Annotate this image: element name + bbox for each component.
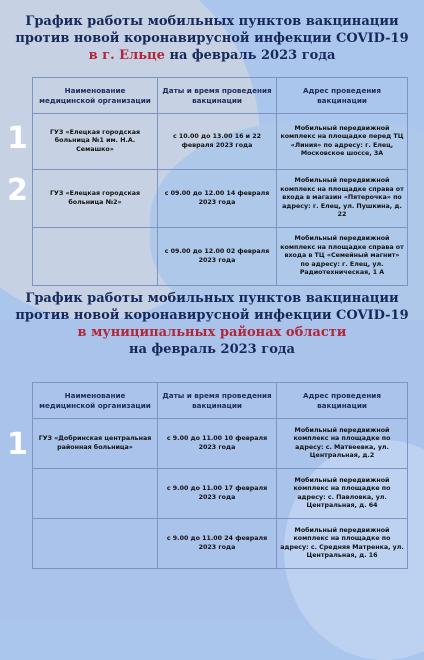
cell-dates: с 10.00 до 13.00 16 и 22 февраля 2023 года (158, 114, 277, 170)
section1-title-city: в г. Ельце (88, 48, 165, 63)
table-row (33, 228, 408, 286)
cell-organization: ГУЗ «Елецкая городская больница №2» (33, 170, 158, 228)
section1-title (10, 13, 414, 64)
schedule-table-elets (32, 77, 408, 286)
table-header-row (33, 78, 408, 114)
cell-dates: с 9.00 до 11.00 24 февраля 2023 года (158, 519, 277, 569)
section1-title-line1: График работы мобильных пунктов вакцинации (25, 14, 399, 29)
header-dates: Даты и время проведения вакцинации (158, 383, 277, 419)
section1-title-line2: против новой коронавирусной инфекции COVID-19 (15, 31, 409, 46)
header-dates: Даты и время проведения вакцинации (158, 78, 277, 114)
table-row (33, 114, 408, 170)
table-header-row (33, 383, 408, 419)
schedule-table-districts (32, 382, 408, 569)
table-row (33, 419, 408, 469)
header-organization: Наименование медицинской организации (33, 78, 158, 114)
cell-dates: с 09.00 до 12.00 14 февраля 2023 года (158, 170, 277, 228)
cell-address: Мобильный передвижной комплекс на площадке перед ТЦ «Линия» по адресу: г. Елец, Московское шоссе, 3А (277, 114, 408, 170)
row-number: 1 (7, 121, 28, 156)
header-address: Адрес проведения вакцинации (277, 383, 408, 419)
cell-organization (33, 228, 158, 286)
cell-organization (33, 519, 158, 569)
header-organization: Наименование медицинской организации (33, 383, 158, 419)
cell-organization: ГУЗ «Елецкая городская больница №1 им. Н.А. Семашко» (33, 114, 158, 170)
cell-dates: с 9.00 до 11.00 17 февраля 2023 года (158, 469, 277, 519)
row-number: 2 (7, 173, 28, 208)
section1-title-period: на февраль 2023 года (164, 48, 336, 63)
section2-title (10, 290, 414, 358)
cell-dates: с 9.00 до 11.00 10 февраля 2023 года (158, 419, 277, 469)
table-row (33, 469, 408, 519)
cell-organization: ГУЗ «Добринская центральная районная больница» (33, 419, 158, 469)
cell-address: Мобильный передвижной комплекс на площадке по адресу: с. Павловка, ул. Центральная, д. 64 (277, 469, 408, 519)
section1-title-line3 (10, 47, 414, 64)
cell-address: Мобильный передвижной комплекс на площадке по адресу: с. Средняя Матренка, ул. Центральная, д. 16 (277, 519, 408, 569)
cell-dates: с 09.00 до 12.00 02 февраля 2023 года (158, 228, 277, 286)
section2-title-line1: График работы мобильных пунктов вакцинации (25, 291, 399, 306)
header-address: Адрес проведения вакцинации (277, 78, 408, 114)
table-row (33, 170, 408, 228)
section2-title-line2: против новой коронавирусной инфекции COVID-19 (15, 308, 409, 323)
row-number: 1 (7, 427, 28, 462)
table-row (33, 519, 408, 569)
section2-title-period: на февраль 2023 года (129, 342, 295, 357)
section2-title-region: в муниципальных районах области (77, 325, 347, 340)
cell-address: Мобильный передвижной комплекс на площадке справа от входа в магазин «Пятерочка» по адресу: г. Елец, ул. Пушкина, д. 22 (277, 170, 408, 228)
cell-address: Мобильный передвижной комплекс на площадке по адресу: с. Матвеевка, ул. Центральная, д.2 (277, 419, 408, 469)
cell-address: Мобильный передвижной комплекс на площадке справа от входа в ТЦ «Семейный магнит» по адресу: г. Елец, ул. Радиотехническая, 1 А (277, 228, 408, 286)
cell-organization (33, 469, 158, 519)
